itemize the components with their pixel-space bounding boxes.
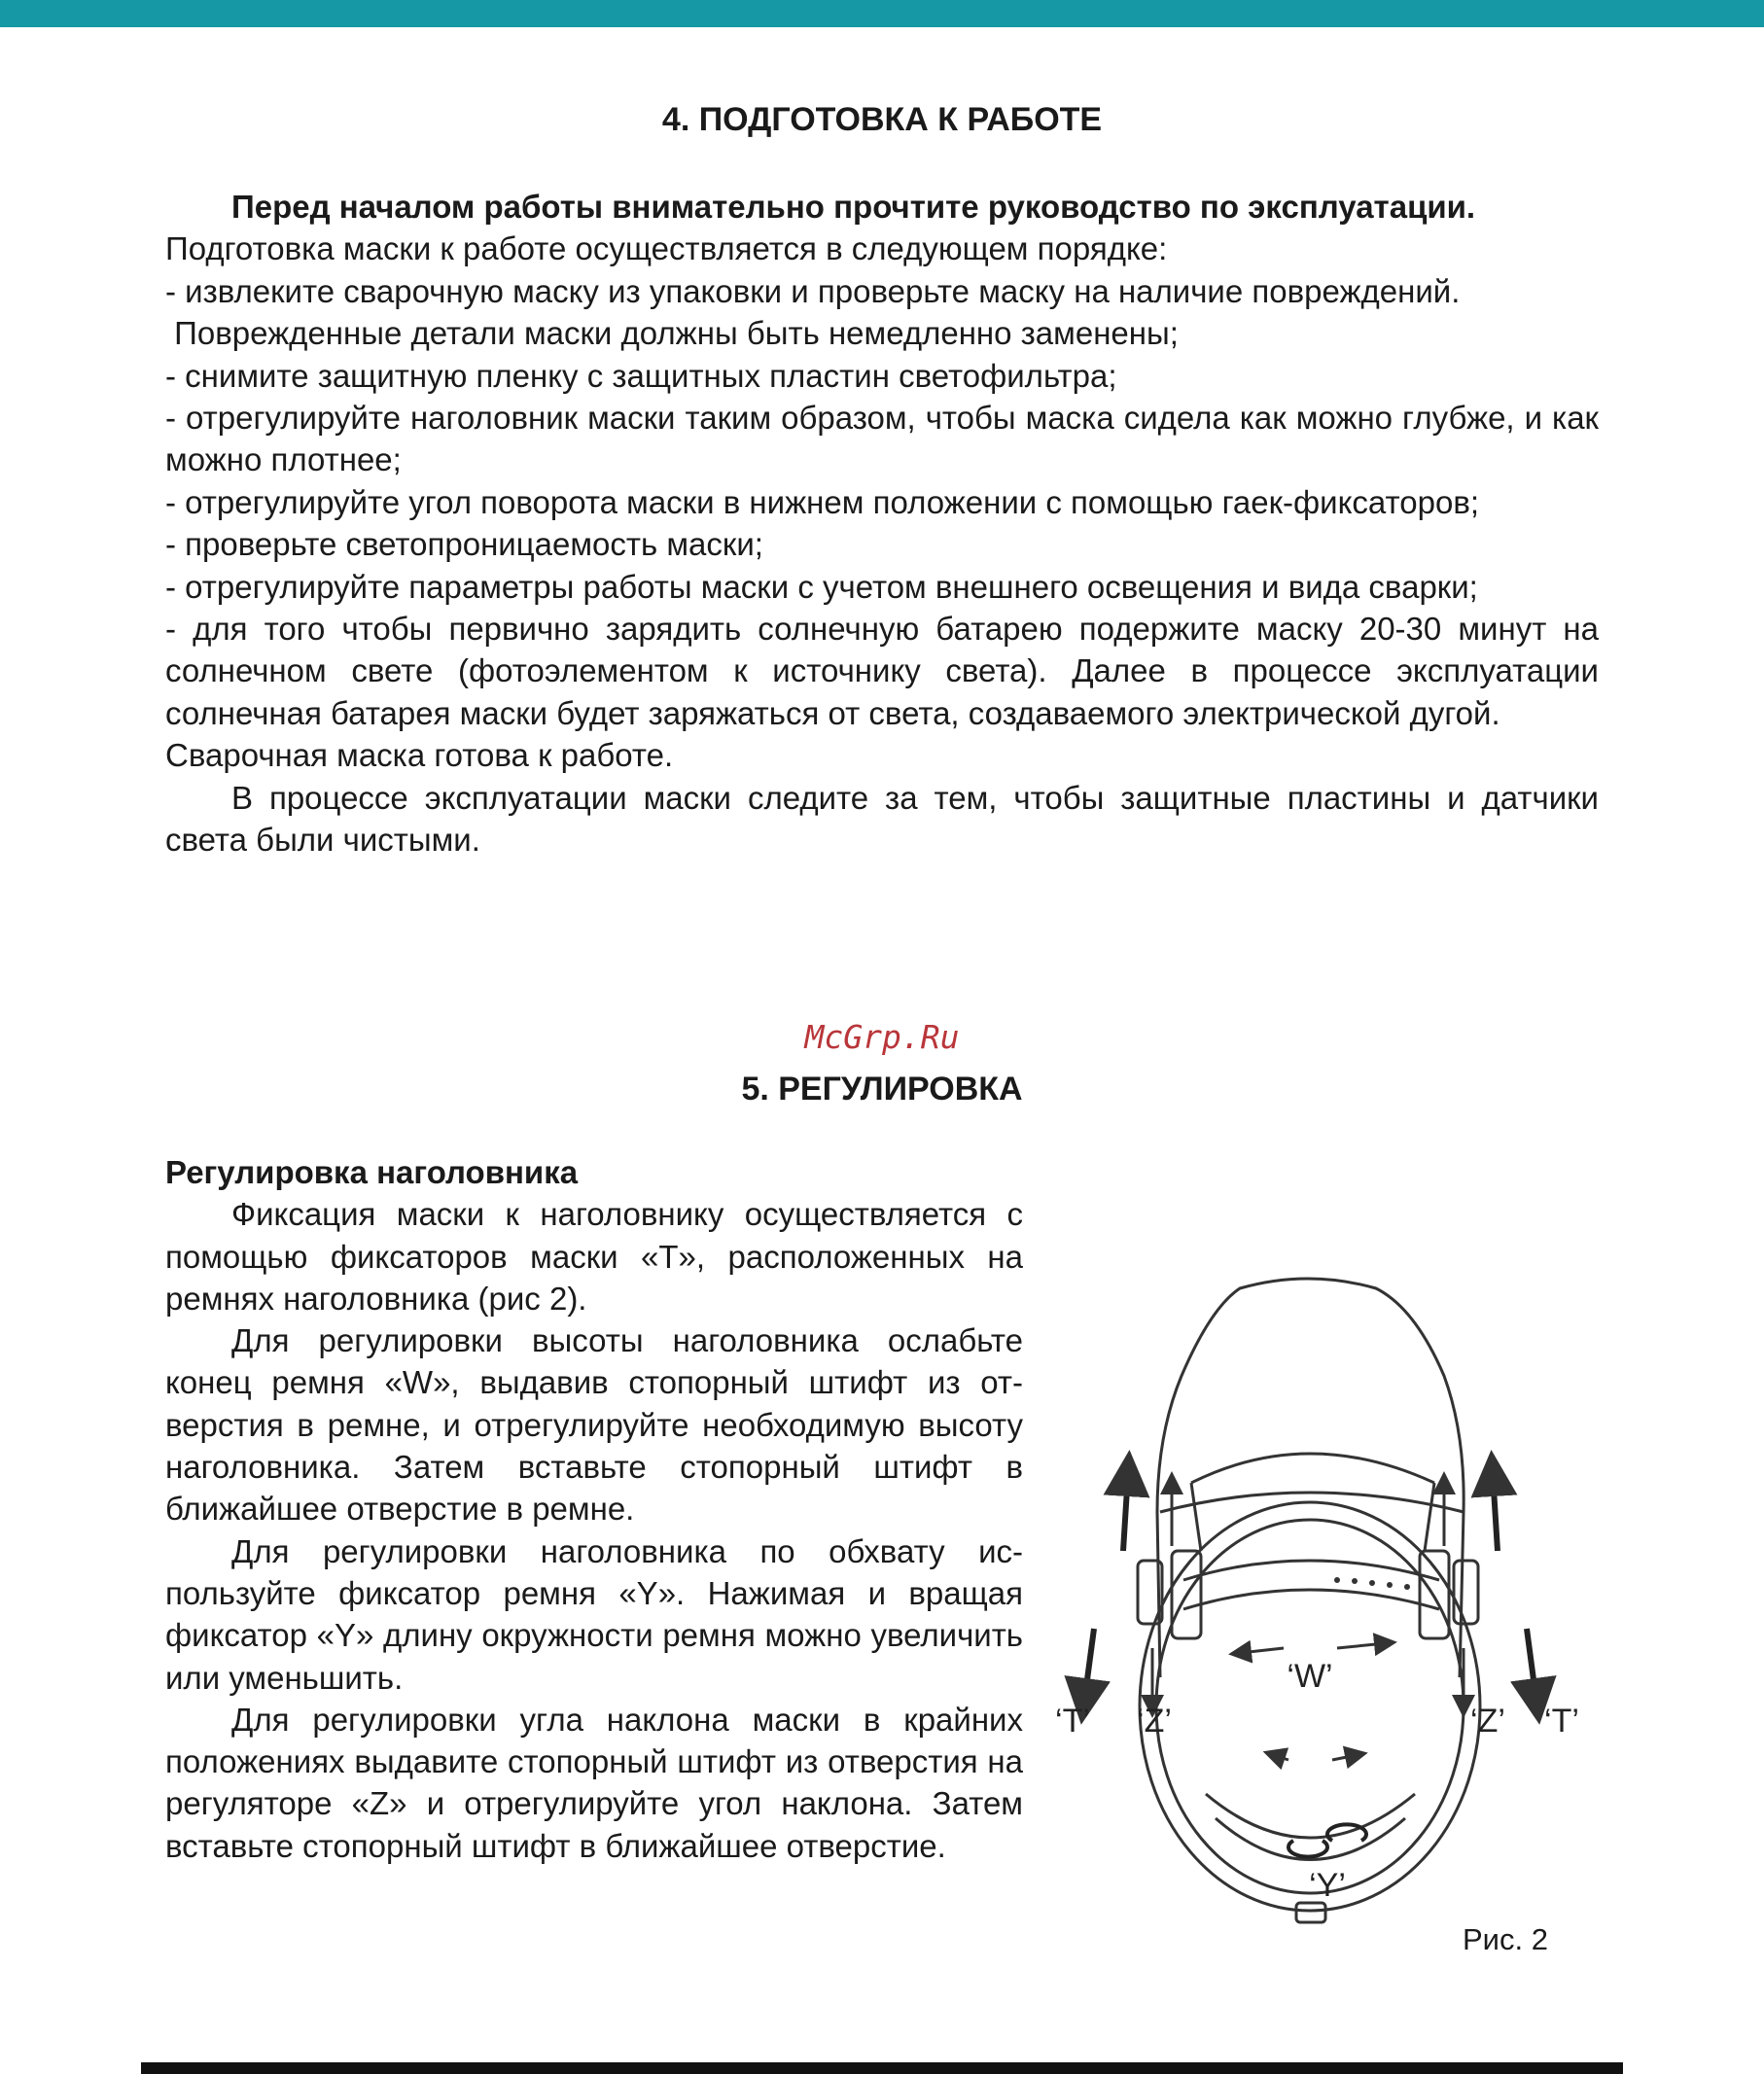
label-z-left: ‘Z’ (1137, 1703, 1172, 1740)
instruction-line: Сварочная маска готова к работе. (165, 737, 674, 774)
paragraph: Фиксация маски к наголовнику осуществляется с помощью фиксаторов маски «T», расположенных на ремнях наголовника (рис 2). (165, 1196, 1023, 1317)
instruction-line: - отрегулируйте параметры работы маски с учетом внешнего освещения и вида сварки; (165, 568, 1478, 605)
paragraph: Для регулировки угла наклона маски в крайних положениях выдавите стопорный штифт из отверстия на регуляторе «Z» и отрегулируйте угол наклона. Затем вставьте стопорный штифт в ближайшее отверстие. (165, 1701, 1023, 1864)
bottom-rule (141, 2062, 1623, 2074)
section-4-body (165, 186, 1599, 861)
label-t-right: ‘T’ (1544, 1703, 1579, 1740)
instruction-line: Поврежденные детали маски должны быть немедленно заменены; (165, 315, 1179, 352)
section-4-title: 4. ПОДГОТОВКА К РАБОТЕ (661, 101, 1103, 138)
top-accent-bar (0, 0, 1764, 27)
label-z-right: ‘Z’ (1470, 1703, 1505, 1740)
watermark: McGrp.Ru (804, 1018, 960, 1056)
maintenance-note: В процессе эксплуатации маски следите за тем, чтобы защитные пластины и датчики света были чистыми. (165, 779, 1599, 859)
instruction-line: - для того чтобы первично зарядить солнечную батарею подержите маску 20-30 минут на солнечном свете (фотоэлементом к источнику света). Далее в процессе эксплуатации солнечная батарея маски будет заряжаться от света, создаваемого электрической дугой. (165, 611, 1599, 731)
label-t-left: ‘T’ (1055, 1703, 1090, 1740)
label-w: ‘W’ (1287, 1658, 1333, 1695)
section-5-title: 5. РЕГУЛИРОВКА (741, 1071, 1023, 1107)
instruction-line: - извлеките сварочную маску из упаковки и проверьте маску на наличие повреждений. (165, 272, 1461, 309)
figure-caption: Рис. 2 (1463, 1922, 1548, 1956)
section-5-body (165, 1151, 1023, 1867)
helmet-figure (1045, 1259, 1579, 1930)
label-y: ‘Y’ (1309, 1867, 1346, 1904)
instruction-line: - проверьте светопроницаемость маски; (165, 526, 763, 563)
instruction-line: - отрегулируйте наголовник маски таким образом, чтобы маска сидела как можно глубже, и как можно плотнее; (165, 400, 1599, 478)
paragraph: Для регулировки наголовника по обхвату используйте фиксатор ремня «Y». Нажимая и вращая фиксатор «Y» длину окружности ремня можно увеличить или уменьшить. (165, 1532, 1023, 1696)
instruction-line: - снимите защитную пленку с защитных пластин светофильтра; (165, 357, 1117, 394)
instruction-line: Подготовка маски к работе осуществляется в следующем порядке: (165, 230, 1168, 267)
strap-holes (1334, 1577, 1410, 1590)
small-arrows (1152, 1483, 1464, 1760)
intro-bold-text: Перед началом работы внимательно прочтите руководство по эксплуатации. (231, 189, 1476, 225)
helmet-outline (1138, 1279, 1480, 1922)
subheading: Регулировка наголовника (165, 1154, 579, 1190)
paragraph: Для регулировки высоты наголовника ослабьте конец ремня «W», выдавив стопорный штифт из отверстия в ремне, и отрегулируйте необходимую высоту наголовника. Затем вставьте стопорный штифт в ближайшее отверстие в ремне. (165, 1322, 1023, 1528)
helmet-illustration (1045, 1259, 1579, 1930)
instruction-line: - отрегулируйте угол поворота маски в нижнем положении с помощью гаек-фиксаторов; (165, 483, 1480, 520)
